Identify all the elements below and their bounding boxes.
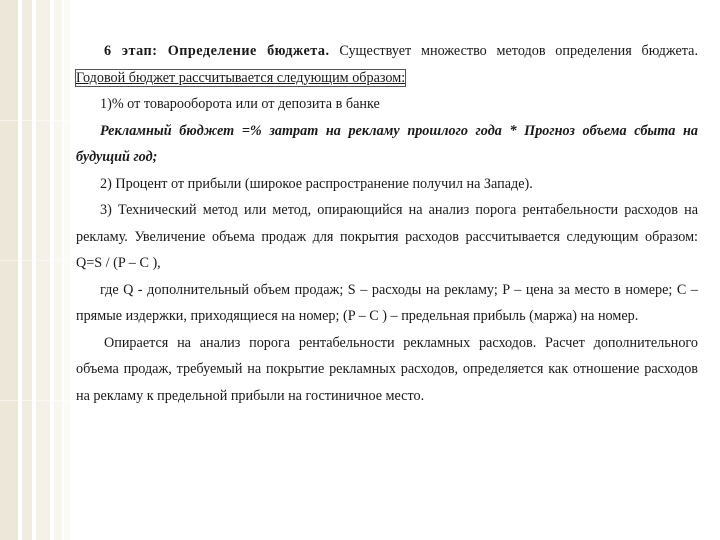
method-3: 3) Технический метод или метод, опирающийся на анализ порога рентабельности расходов на рекламу. Увеличение объема продаж для покрытия расходов рассчитывается следующим образом: Q=S / (P – C ), xyxy=(76,202,698,271)
budget-formula: Рекламный бюджет =% затрат на рекламу прошлого года * Прогноз объема сбыта на будущий год; xyxy=(76,122,698,165)
stage-text: Существует множество методов определения бюджета. xyxy=(329,43,698,59)
stage-heading: 6 этап: Определение бюджета. xyxy=(104,43,330,59)
paragraph-stage xyxy=(76,38,698,91)
method-1: 1)% от товарооборота или от депозита в банке xyxy=(100,96,380,112)
annual-budget-phrase: Годовой бюджет рассчитывается следующим образом: xyxy=(76,69,406,86)
formula-legend: где Q - дополнительный объем продаж; S – расходы на рекламу; P – цена за место в номере; С – прямые издержки, приходящиеся на номер; (P – C ) – предельная прибыль (маржа) на номер. xyxy=(76,281,698,324)
method-2: 2) Процент от прибыли (широкое распространение получил на Западе). xyxy=(100,175,533,192)
decorative-side-stripes xyxy=(0,0,80,540)
method-conclusion: Опирается на анализ порога рентабельности рекламных расходов. Расчет дополнительного объема продаж, требуемый на покрытие рекламных расходов, определяется как отношение расходов на рекламу к предельной прибыли на гостиничное место. xyxy=(76,334,698,404)
slide-body xyxy=(76,38,698,409)
